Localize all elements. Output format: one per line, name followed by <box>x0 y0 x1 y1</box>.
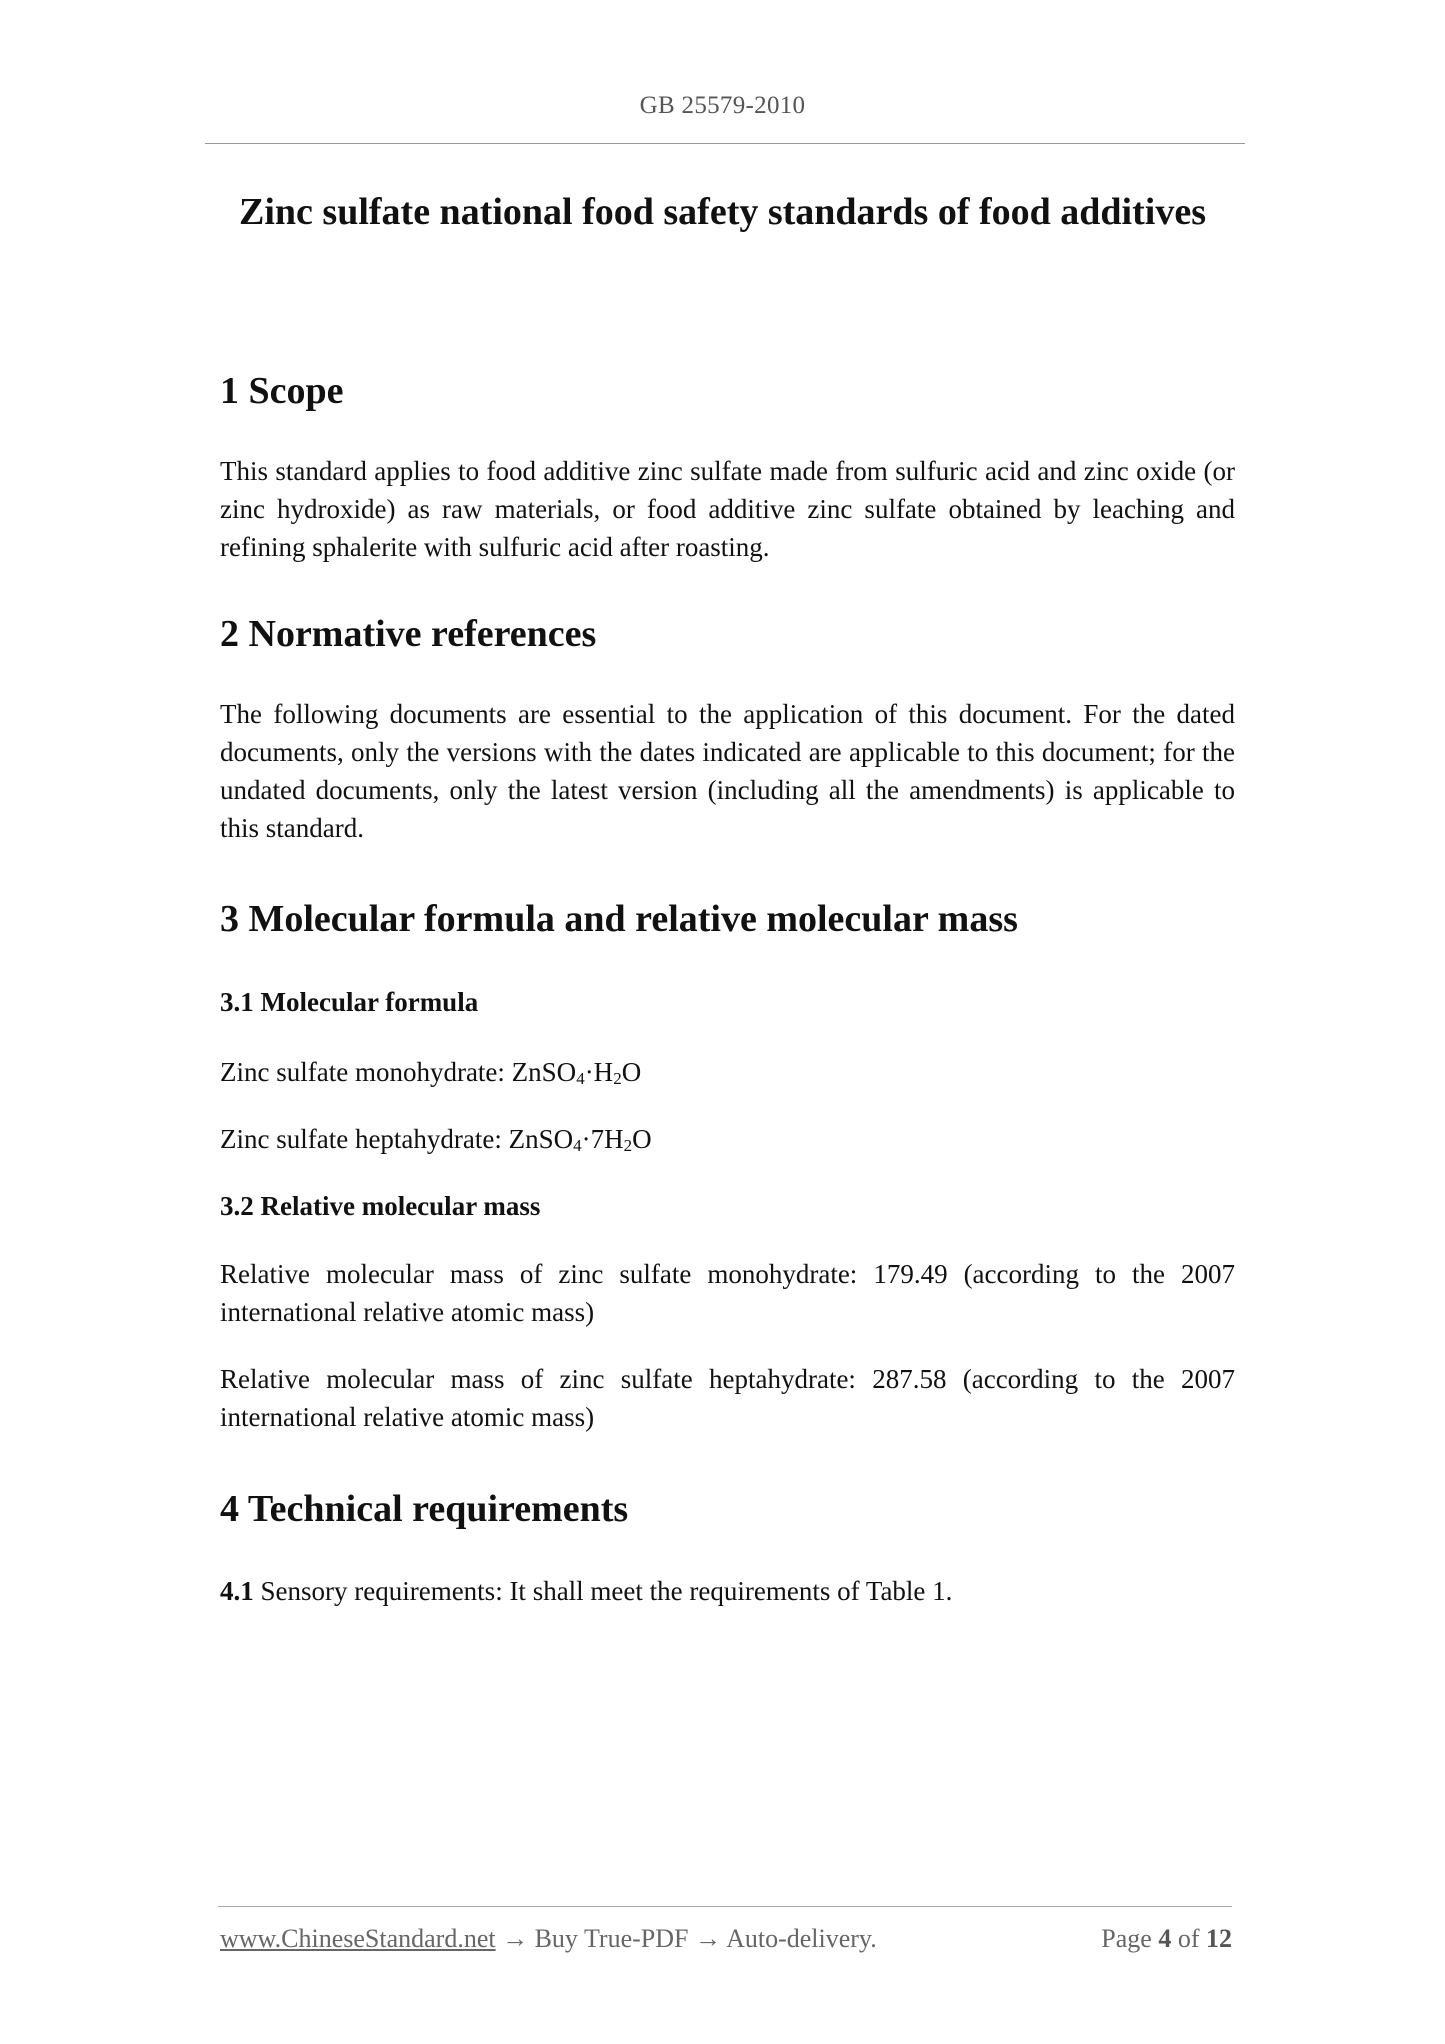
section-scope-body-wrap <box>220 452 1235 566</box>
section-heading-molecular: 3 Molecular formula and relative molecular mass <box>220 898 1018 940</box>
section-heading-scope: 1 Scope <box>220 370 344 412</box>
section-normative <box>220 610 1235 659</box>
page-word: Page <box>1101 1924 1159 1953</box>
heptahydrate-formula-line <box>220 1120 1235 1158</box>
page-current: 4 <box>1158 1924 1172 1953</box>
section-normative-body-wrap <box>220 695 1235 847</box>
arrow-icon: → <box>688 1924 727 1953</box>
section-heading-normative: 2 Normative references <box>220 613 597 655</box>
section-molecular <box>220 895 1235 944</box>
heptahydrate-label: Zinc sulfate heptahydrate: <box>220 1124 509 1154</box>
formula-part: ZnSO <box>511 1057 577 1087</box>
footer-divider <box>218 1906 1232 1907</box>
mass-heptahydrate-paragraph: Relative molecular mass of zinc sulfate heptahydrate: 287.58 (according to the 2007 international relative atomic mass) <box>220 1364 1235 1432</box>
mass-heptahydrate-wrap <box>220 1360 1235 1436</box>
formula-part: O <box>632 1124 652 1154</box>
heptahydrate-formula <box>220 1120 1235 1158</box>
arrow-icon: → <box>495 1924 535 1953</box>
item-text: Sensory requirements: It shall meet the requirements of Table 1. <box>253 1576 953 1606</box>
of-word: of <box>1171 1924 1206 1953</box>
formula-part: O <box>621 1057 642 1087</box>
item-number: 4.1 <box>220 1576 254 1606</box>
document-title: Zinc sulfate national food safety standards of food additives <box>239 191 1206 233</box>
monohydrate-label: Zinc sulfate monohydrate: <box>220 1057 512 1087</box>
site-link[interactable]: www.ChineseStandard.net <box>220 1924 496 1953</box>
page-indicator <box>1101 1924 1232 1954</box>
header-divider <box>205 143 1245 144</box>
subsection-mass-wrap <box>220 1189 1235 1224</box>
formula-subscript: 2 <box>613 1069 622 1088</box>
subsection-heading-formula: 3.1 Molecular formula <box>220 987 479 1017</box>
mass-monohydrate-paragraph: Relative molecular mass of zinc sulfate monohydrate: 179.49 (according to the 2007 international relative atomic mass) <box>220 1259 1235 1327</box>
mass-monohydrate-wrap <box>220 1255 1235 1331</box>
normative-paragraph: The following documents are essential to the application of this document. For the dated documents, only the versions with the dates indicated are applicable to this document; for the undated documents, only the latest version (including all the amendments) is applicable to this standard. <box>220 699 1235 843</box>
page-footer <box>220 1924 1232 1954</box>
subsection-formula-wrap <box>220 985 1235 1020</box>
monohydrate-formula <box>220 1053 1235 1091</box>
formula-part: ZnSO <box>508 1124 574 1154</box>
technical-item-4-1 <box>220 1572 1235 1610</box>
monohydrate-formula-line <box>220 1053 1235 1091</box>
technical-item-wrap <box>220 1572 1235 1610</box>
running-header: GB 25579-2010 <box>639 92 806 119</box>
page-total: 12 <box>1206 1924 1232 1953</box>
subsection-heading-mass: 3.2 Relative molecular mass <box>220 1191 541 1221</box>
auto-delivery-text: Auto-delivery. <box>726 1924 877 1953</box>
formula-part: ·H <box>584 1057 614 1087</box>
section-heading-technical: 4 Technical requirements <box>220 1488 629 1530</box>
formula-subscript: 2 <box>623 1136 633 1155</box>
buy-pdf-link[interactable]: Buy True-PDF <box>534 1924 689 1953</box>
section-scope <box>220 367 1235 416</box>
formula-subscript: 4 <box>573 1136 582 1155</box>
section-technical <box>220 1485 1235 1534</box>
scope-paragraph: This standard applies to food additive zinc sulfate made from sulfuric acid and zinc oxide (or zinc hydroxide) as raw materials, or food additive zinc sulfate obtained by leaching and refining sphalerite with sulfuric acid after roasting. <box>220 456 1235 562</box>
formula-subscript: 4 <box>576 1069 585 1088</box>
formula-part: ·7H <box>581 1124 624 1154</box>
